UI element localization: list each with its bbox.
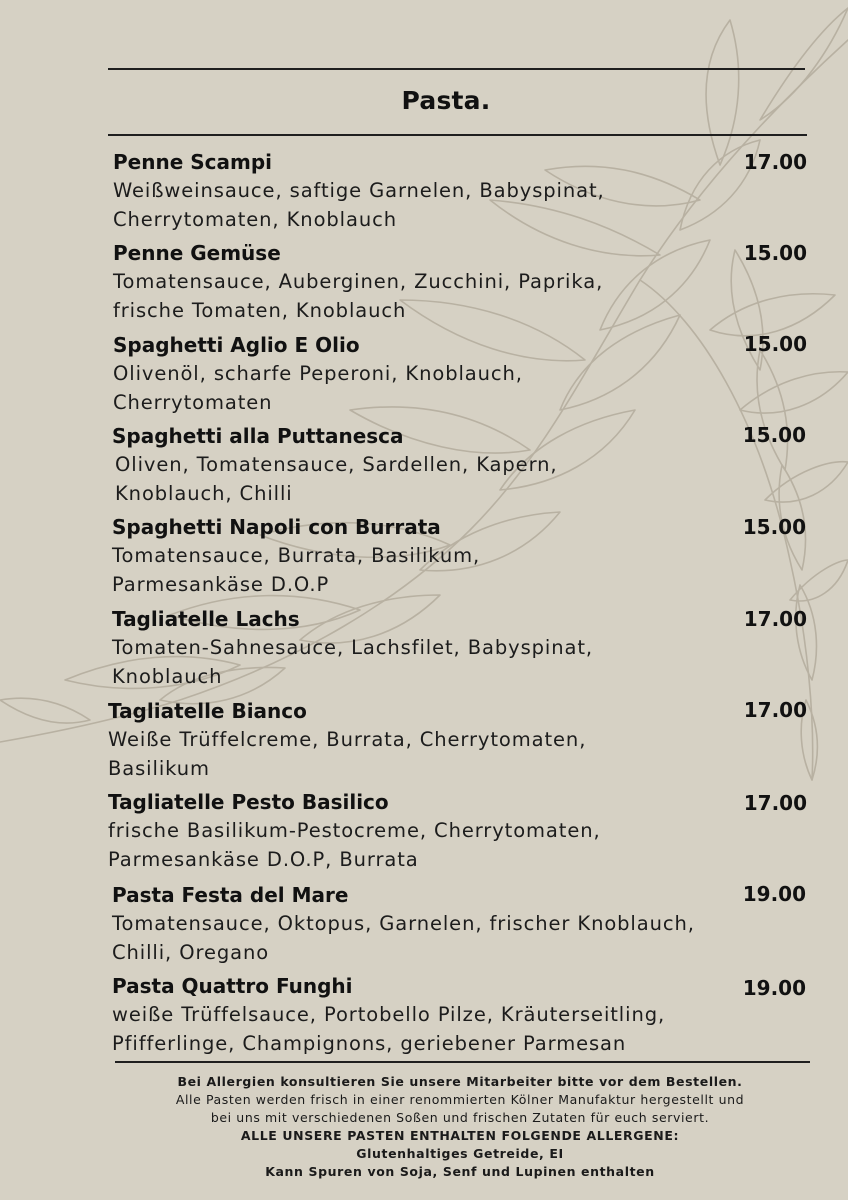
menu-item — [112, 972, 812, 1058]
item-description: Chilli, Oregano — [112, 941, 270, 964]
item-description: Cherrytomaten, Knoblauch — [113, 208, 397, 231]
pasta-note-line: bei uns mit verschiedenen Soßen und frischen Zutaten für euch serviert. — [210, 1110, 710, 1125]
page-title: Pasta. — [401, 86, 491, 115]
item-name: Penne Gemüse — [113, 241, 281, 265]
menu-item — [113, 331, 813, 417]
item-name: Pasta Festa del Mare — [112, 883, 349, 907]
item-price: 15.00 — [743, 241, 807, 265]
item-description: Tomaten-Sahnesauce, Lachsfilet, Babyspinat, — [112, 636, 593, 659]
footer-divider — [115, 1061, 810, 1063]
item-price: 19.00 — [742, 882, 806, 906]
item-description: Parmesankäse D.O.P — [112, 573, 330, 596]
allergens-heading: ALLE UNSERE PASTEN ENTHALTEN FOLGENDE ALLERGENE: — [240, 1128, 680, 1143]
item-description: Cherrytomaten — [113, 391, 273, 414]
traces-note: Kann Spuren von Soja, Senf und Lupinen enthalten — [265, 1164, 655, 1179]
item-price: 17.00 — [743, 150, 807, 174]
item-description: Basilikum — [108, 757, 210, 780]
menu-item — [113, 239, 813, 325]
item-price: 15.00 — [743, 332, 807, 356]
item-name: Spaghetti Aglio E Olio — [113, 333, 360, 357]
item-description: weiße Trüffelsauce, Portobello Pilze, Kräuterseitling, — [112, 1003, 666, 1026]
item-description: Oliven, Tomatensauce, Sardellen, Kapern, — [115, 453, 558, 476]
item-name: Penne Scampi — [113, 150, 272, 174]
menu-item — [112, 605, 812, 691]
allergens-list: Glutenhaltiges Getreide, EI — [356, 1146, 564, 1161]
item-description: Knoblauch — [112, 665, 223, 688]
item-price: 15.00 — [742, 423, 806, 447]
menu-item — [113, 148, 813, 234]
allergy-note: Bei Allergien konsultieren Sie unsere Mitarbeiter bitte vor dem Bestellen. — [177, 1074, 743, 1089]
item-description: Olivenöl, scharfe Peperoni, Knoblauch, — [113, 362, 523, 385]
menu-item — [112, 881, 812, 967]
item-description: Pfifferlinge, Champignons, geriebener Parmesan — [112, 1032, 627, 1055]
menu-item — [108, 788, 808, 874]
item-name: Pasta Quattro Funghi — [112, 974, 353, 998]
item-name: Tagliatelle Pesto Basilico — [108, 790, 389, 814]
item-description: Weißweinsauce, saftige Garnelen, Babyspinat, — [113, 179, 605, 202]
pasta-note-line: Alle Pasten werden frisch in einer renommierten Kölner Manufaktur hergestellt und — [175, 1092, 745, 1107]
item-price: 19.00 — [742, 976, 806, 1000]
item-name: Spaghetti alla Puttanesca — [112, 424, 404, 448]
item-description: Tomatensauce, Burrata, Basilikum, — [112, 544, 481, 567]
item-description: Knoblauch, Chilli — [115, 482, 293, 505]
item-description: Parmesankäse D.O.P, Burrata — [108, 848, 419, 871]
item-name: Tagliatelle Lachs — [112, 607, 300, 631]
item-price: 15.00 — [742, 515, 806, 539]
menu-item — [112, 513, 812, 599]
menu-item — [112, 422, 812, 508]
item-price: 17.00 — [743, 607, 807, 631]
item-description: frische Basilikum-Pestocreme, Cherrytomaten, — [108, 819, 601, 842]
item-description: Weiße Trüffelcreme, Burrata, Cherrytomaten, — [108, 728, 587, 751]
item-description: Tomatensauce, Oktopus, Garnelen, frischer Knoblauch, — [112, 912, 695, 935]
item-name: Spaghetti Napoli con Burrata — [112, 515, 441, 539]
item-price: 17.00 — [743, 698, 807, 722]
item-description: frische Tomaten, Knoblauch — [113, 299, 407, 322]
item-name: Tagliatelle Bianco — [108, 699, 307, 723]
allergen-footer — [110, 1073, 810, 1181]
item-price: 17.00 — [743, 791, 807, 815]
item-description: Tomatensauce, Auberginen, Zucchini, Paprika, — [113, 270, 604, 293]
menu-item — [108, 697, 808, 783]
